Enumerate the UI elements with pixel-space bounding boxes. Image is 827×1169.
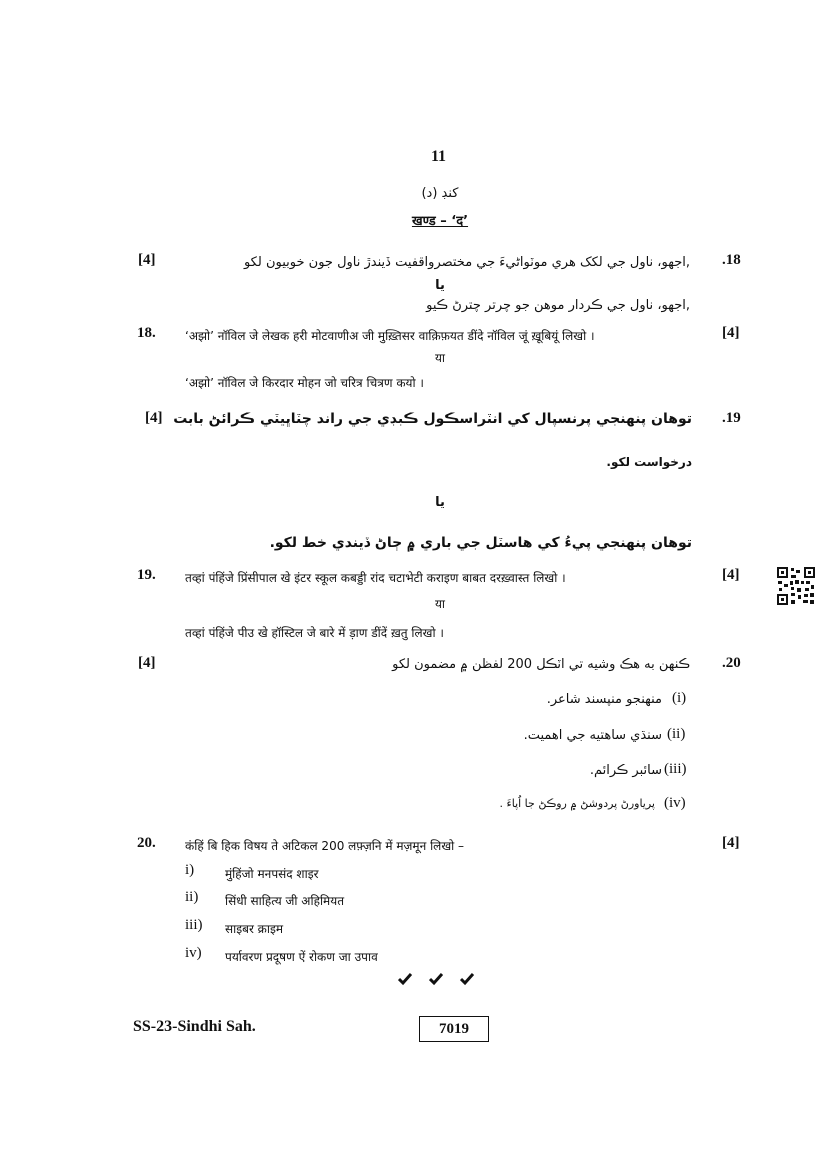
q20-arabic-item: منهنجو منپسند شاعر.	[546, 692, 662, 707]
check-mark-icon	[460, 972, 474, 986]
q20-arabic-item-roman: (iii)	[664, 761, 687, 777]
q19-arabic-marks: [4]	[145, 410, 163, 426]
q20-arabic-item-roman: (ii)	[667, 726, 686, 742]
q20-hindi-item-roman: ii)	[185, 889, 199, 905]
q20-arabic-question: ڪنهن به هڪ وشيه تي اٽڪل 200 لفظن ۾ مضمون لکو	[392, 657, 690, 672]
check-mark-icon	[398, 972, 412, 986]
q19-arabic-question: توهان پنهنجي پرنسپال کي انٽراسڪول ڪبڊي جي راند چٽاڀيٽي ڪرائڻ بابت	[173, 411, 692, 427]
q18-hindi-question: ‘अझो’ नॉविल जे लेखक हरी मोटवाणीअ जी मुख़्तिसर वाक़िफ़यत डींदे नॉविल जूं ख़ूबियूं लिखो ।	[185, 329, 595, 343]
q18-hindi-number: 18.	[137, 325, 156, 341]
q20-arabic-number: .20	[722, 655, 741, 671]
end-of-paper-marks	[398, 972, 474, 986]
q20-arabic-item: سنڌي ساهتيه جي اهميت.	[523, 728, 662, 743]
q20-hindi-item: मुंहिंजो मनपसंद शाइर	[225, 867, 319, 881]
qr-code-icon	[776, 566, 816, 606]
q18-arabic-question: ,اجهو، ناول جي لکک هري موٽواڻيءَ جي مختصرواقفيت ڏيندڙ ناول جون خوبيون لکو	[243, 255, 690, 270]
q20-arabic-item-roman: (iv)	[664, 795, 686, 811]
q19-hindi-or: या	[434, 597, 446, 611]
q19-arabic-alternate: توهان پنهنجي پيءُ کي هاسٽل جي باري ۾ ڄاڻ ڏيندي خط لکو.	[269, 535, 692, 551]
q20-hindi-question: कंहिं बि हिक विषय ते अटिकल 200 लफ़्ज़नि में मज़मून लिखो –	[185, 839, 465, 853]
q20-hindi-item: पर्यावरण प्रदूषण ऐं रोकण जा उपाव	[225, 950, 378, 964]
q20-hindi-item: सिंधी साहित्य जी अहिमियत	[225, 894, 345, 908]
q18-arabic-or: يا	[435, 278, 445, 293]
q19-hindi-number: 19.	[137, 567, 156, 583]
q18-arabic-number: .18	[722, 252, 741, 268]
q19-hindi-alternate: तव्हां पंहिंजे पीउ खे हॉस्टिल जे बारे में ड़ाण डींदें ख़तु लिखो ।	[185, 626, 444, 640]
q18-hindi-or: या	[434, 351, 446, 365]
q19-arabic-or: يا	[435, 495, 445, 510]
q20-arabic-item-roman: (i)	[672, 690, 687, 706]
q20-arabic-marks: [4]	[138, 655, 156, 671]
q19-arabic-question-cont: درخواست لکو.	[606, 455, 692, 469]
q20-hindi-item-roman: i)	[185, 862, 195, 878]
q20-hindi-item-roman: iv)	[185, 945, 202, 961]
q19-hindi-question: तव्हां पंहिंजे प्रिंसीपाल खे इंटर स्कूल कबड्डी रांद चटाभेटी कराइण बाबत दरख़्वास्त लिखो ।	[185, 571, 566, 585]
paper-code: SS-23-Sindhi Sah.	[133, 1018, 256, 1035]
q18-arabic-alternate: ,اجهو، ناول جي ڪردار موهن جو چرتر چترڻ ڪيو	[426, 298, 690, 313]
q20-hindi-item: साइबर क्राइम	[225, 922, 284, 936]
q19-hindi-marks: [4]	[722, 567, 740, 583]
q20-hindi-item-roman: iii)	[185, 917, 203, 933]
section-heading-hindi: खण्ड – ‘द’	[411, 214, 469, 229]
section-heading-sindhi: کنڊ (د)	[421, 186, 459, 201]
q20-hindi-number: 20.	[137, 835, 156, 851]
q18-arabic-marks: [4]	[138, 252, 156, 268]
q20-arabic-item: سائبر ڪرائم.	[589, 763, 662, 778]
page-number: 11	[430, 148, 447, 165]
q18-hindi-marks: [4]	[722, 325, 740, 341]
q18-hindi-alternate: ‘अझो’ नॉविल जे किरदार मोहन जो चरित्र चित्रण कयो ।	[185, 376, 424, 390]
q20-arabic-item: پرياورڻ پردوشڻ ۾ روڪڻ جا اُپاءَ .	[499, 797, 655, 810]
q20-hindi-marks: [4]	[722, 835, 740, 851]
serial-number-box: 7019	[419, 1016, 489, 1042]
check-mark-icon	[429, 972, 443, 986]
q19-arabic-number: .19	[722, 410, 741, 426]
